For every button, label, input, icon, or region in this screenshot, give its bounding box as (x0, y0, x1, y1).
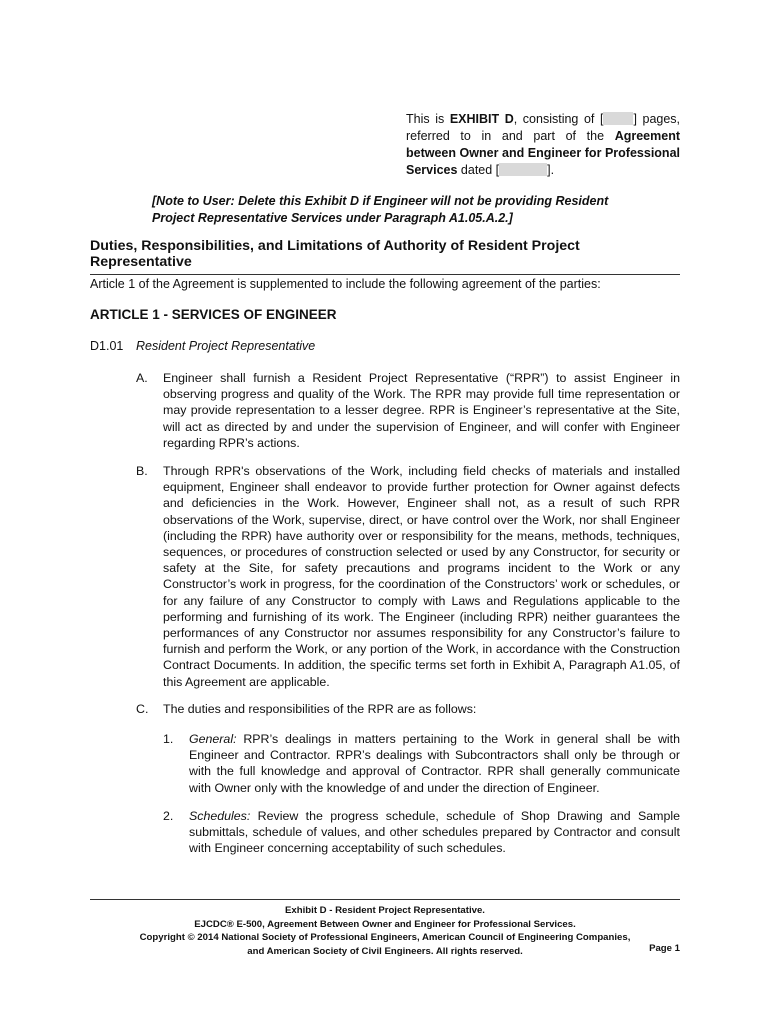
subitem-number: 1. (163, 732, 174, 746)
section-number: D1.01 (90, 339, 124, 353)
paragraph-text: The duties and responsibilities of the RPR are as follows: (163, 702, 477, 716)
exhibit-line2: referred to in and part of the (406, 129, 615, 143)
footer-line1: Exhibit D - Resident Project Representative. (285, 905, 485, 916)
page-footer (90, 904, 680, 958)
dated-prefix: dated [ (457, 163, 500, 177)
subitem-schedules (163, 808, 680, 857)
footer-line4: and American Society of Civil Engineers. All rights reserved. (247, 945, 523, 957)
paragraph-letter: C. (136, 702, 149, 716)
paragraph-letter: A. (136, 371, 148, 385)
paragraph-b (136, 463, 680, 690)
pages-suffix: ] pages, (633, 112, 681, 126)
subitem-lead: Schedules: (189, 809, 251, 823)
section-heading (90, 339, 315, 353)
subitem-general (163, 731, 680, 796)
date-blank-field[interactable] (499, 163, 547, 176)
note-to-user: [Note to User: Delete this Exhibit D if Engineer will not be providing Resident Project Representative Services under Paragraph A1.05.A.2.] (152, 194, 609, 225)
subitem-number: 2. (163, 809, 174, 823)
paragraph-c (136, 701, 680, 717)
dated-suffix: ]. (547, 163, 555, 177)
exhibit-label: EXHIBIT D (449, 112, 514, 126)
subitem-body: Review the progress schedule, schedule of Shop Drawing and Sample submittals, schedule of values, and other schedules prepared by Contractor and consult with Engineer concerning acceptability of such schedules. (189, 809, 680, 856)
paragraph-text: Engineer shall furnish a Resident Project Representative (“RPR”) to assist Engineer in observing progress and quality of the Work. The RPR may provide full time representation or may provide representation to a lesser degree. RPR is Engineer’s representative at the Site, will act as directed by and under the supervision of Engineer, and will confer with Engineer regarding RPR’s actions. (163, 371, 680, 450)
intro-text: Article 1 of the Agreement is supplemented to include the following agreement of the parties: (90, 277, 601, 291)
footer-divider (90, 899, 680, 900)
paragraph-letter: B. (136, 464, 148, 478)
paragraph-a (136, 370, 680, 451)
footer-line2: EJCDC® E-500, Agreement Between Owner and Engineer for Professional Services. (194, 918, 576, 930)
page-heading: Duties, Responsibilities, and Limitations of Authority of Resident Project Representative (90, 238, 680, 275)
agreement-title: Agreement between Owner and Engineer for Professional Services (406, 129, 680, 177)
subitem-text (189, 808, 680, 857)
exhibit-line1-pre: This is (406, 112, 450, 126)
exhibit-statement (406, 111, 680, 179)
subitem-text (189, 731, 680, 796)
pages-blank-field[interactable] (603, 112, 633, 125)
subitem-body: RPR’s dealings in matters pertaining to the Work in general shall be with Engineer and Contractor. RPR’s dealings with Subcontractors shall only be through or with the full knowledge and approval of Contractor. RPR shall generally communicate with Owner only with the knowledge of and under the direction of Engineer. (189, 732, 680, 795)
section-title: Resident Project Representative (136, 339, 316, 353)
article-title: ARTICLE 1 - SERVICES OF ENGINEER (90, 307, 337, 322)
paragraph-text: Through RPR's observations of the Work, including field checks of materials and installed equipment, Engineer shall endeavor to provide further protection for Owner against defects and deficiencies in the Work. However, Engineer shall not, as a result of such RPR observations of the Work, supervise, direct, or have control over the Work, nor shall Engineer (including the RPR) have authority over or responsibility for the means, methods, techniques, sequences, or procedures of construction selected or used by any Constructor, for security or safety at the Site, for safety precautions and programs incident to the Work or any Constructor’s work in progress, for the coordination of the Constructors’ work or schedules, or for any failure of any Constructor to comply with Laws and Regulations applicable to the performing and furnishing of its work. The Engineer (including RPR) neither guarantees the performances of any Constructor nor assumes responsibility for any Constructor’s failure to furnish and perform the Work, or any portion of the Work, in accordance with the Construction Contract Documents. In addition, the specific terms set forth in Exhibit A, Paragraph A1.05, of this Agreement are applicable. (163, 464, 680, 689)
footer-line3: Copyright © 2014 National Society of Professional Engineers, American Council of Engineering Companies, (139, 932, 631, 943)
subitem-lead: General: (189, 732, 237, 746)
page-number: Page 1 (649, 943, 680, 954)
exhibit-line1-post: , consisting of [ (513, 112, 604, 126)
